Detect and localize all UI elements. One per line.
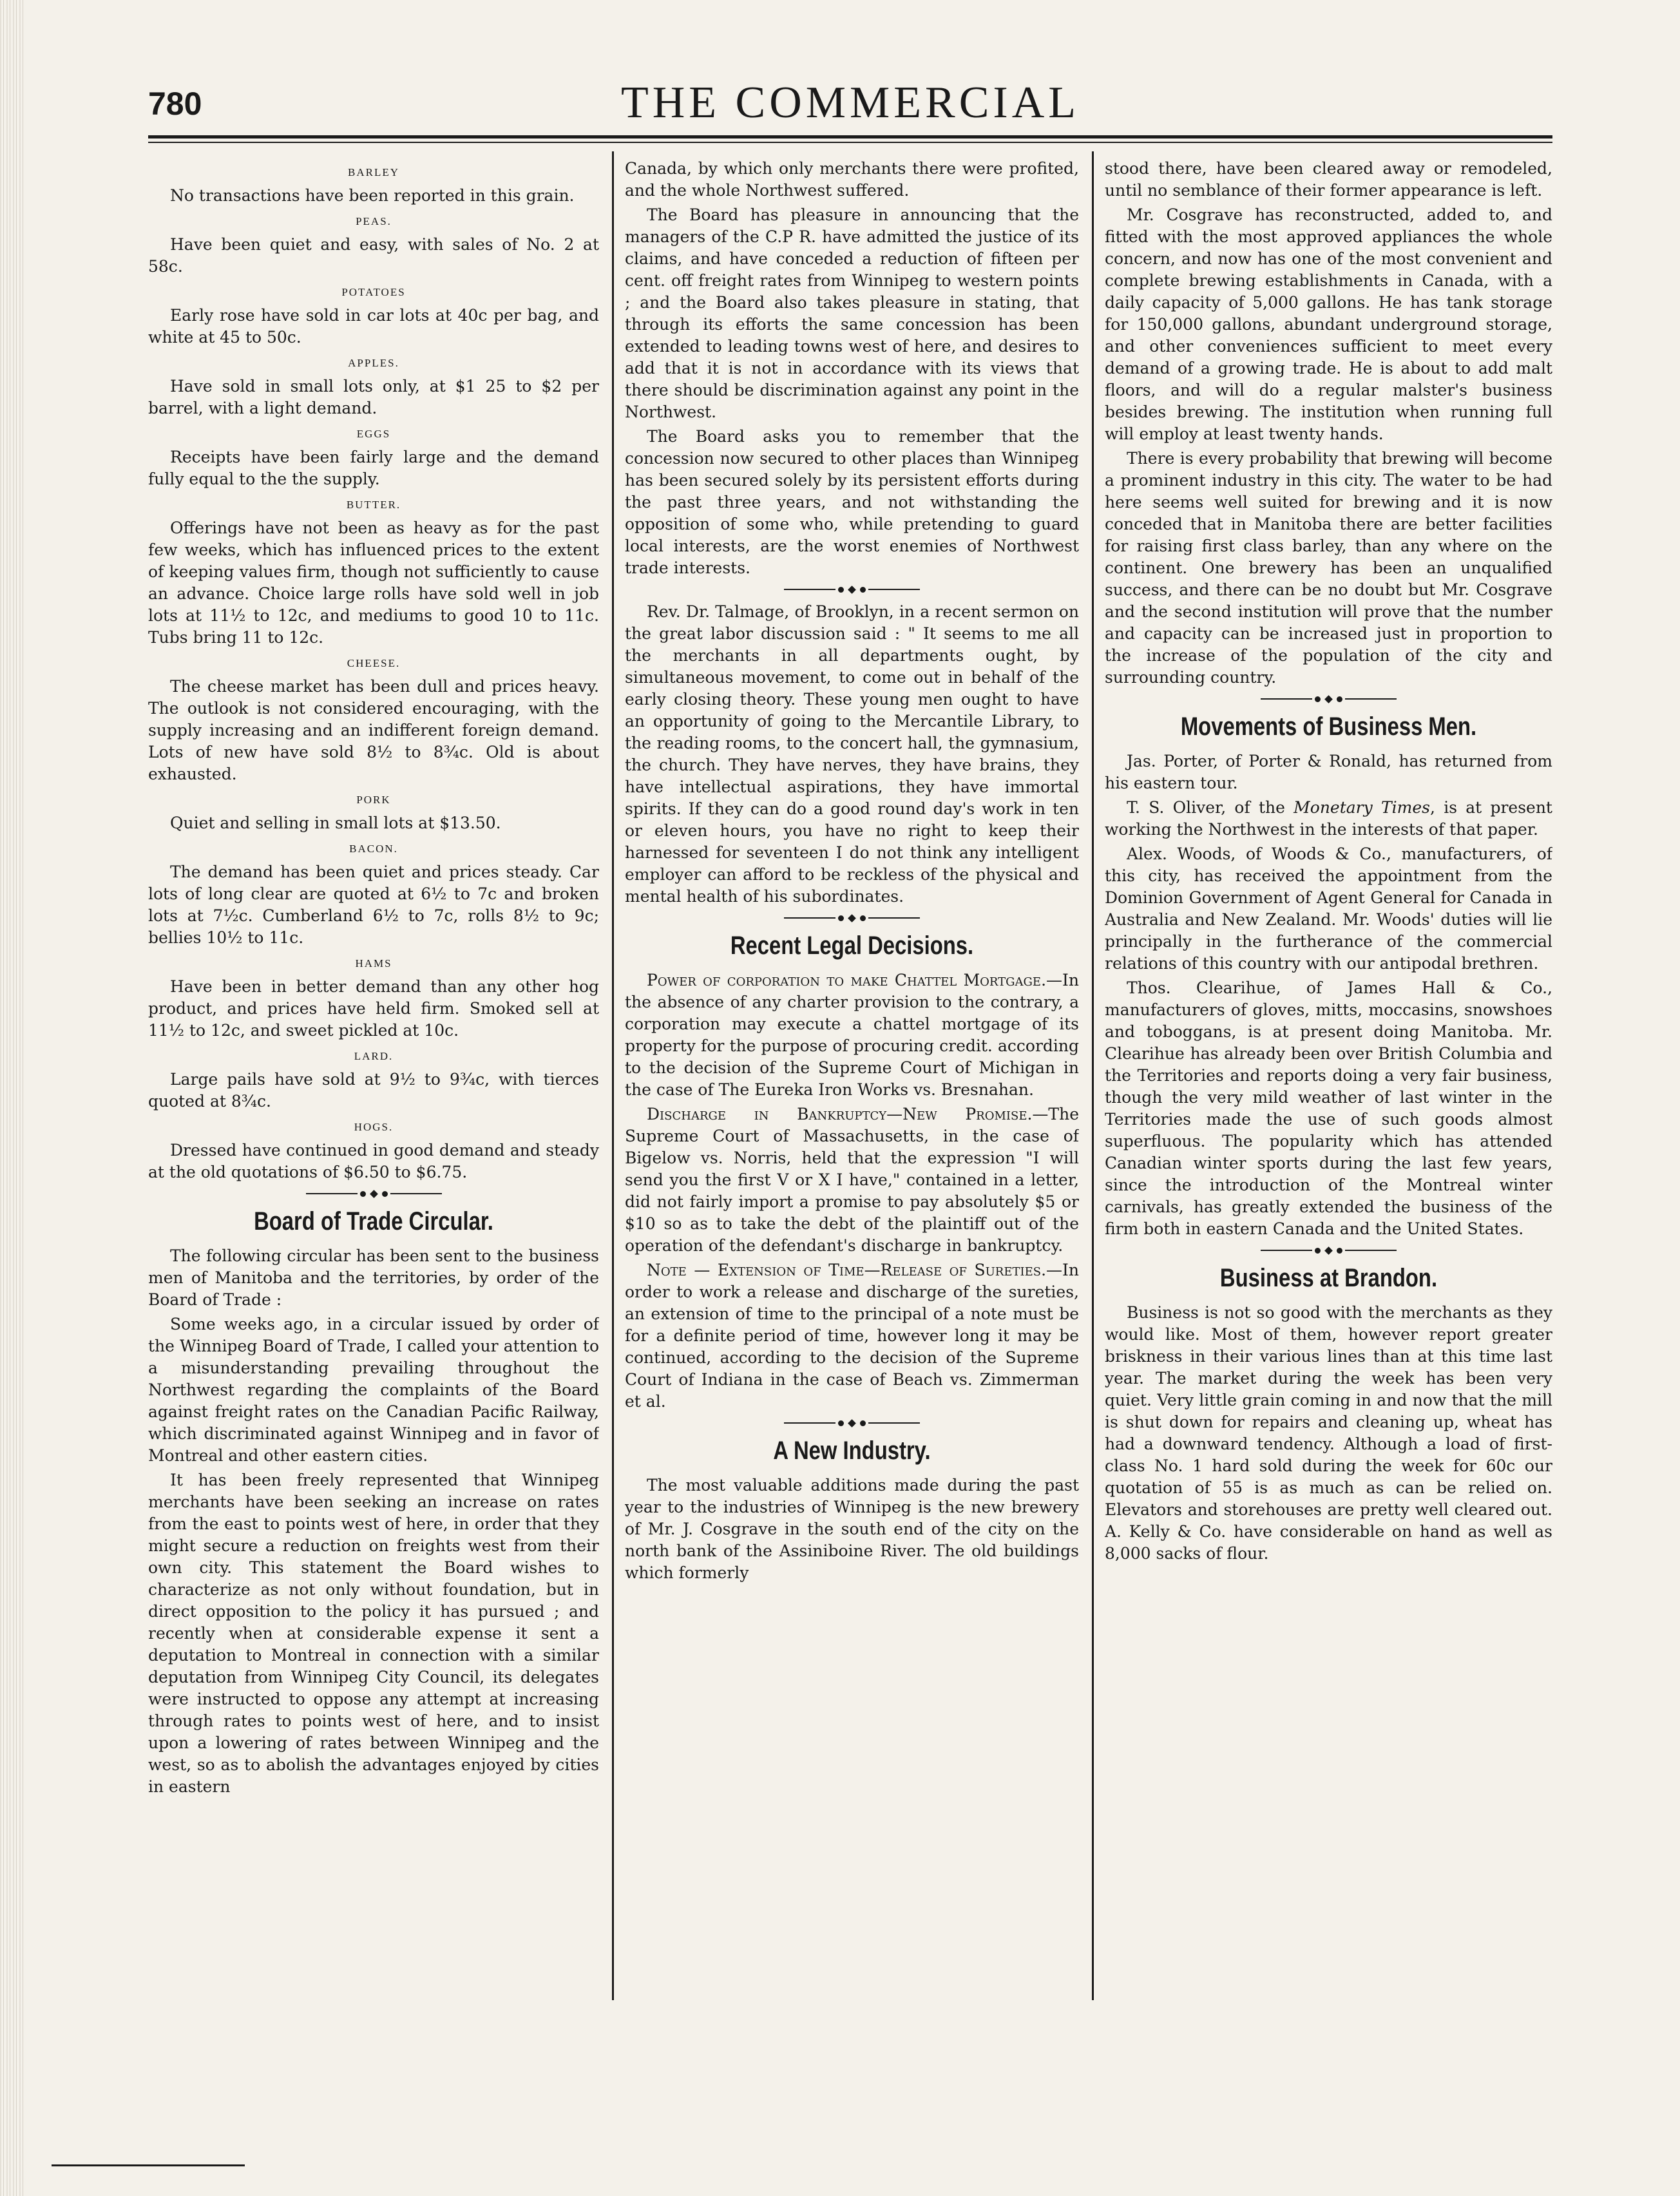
article-heading: Business at Brandon. [1219,1264,1438,1292]
article-paragraph: Canada, by which only merchants there were profited, and the whole Northwest suffered. [625,159,1079,200]
article-paragraph: Some weeks ago, in a circular issued by order of the Winnipeg Board of Trade, I called your attention to a misunderstanding prevailing throughout the Northwest regarding the complaints of the Board against freight rates on the Canadian Pacific Railway, which discriminated against Winnipeg and in favor of Montreal and other eastern cities. [148,1315,599,1465]
article-paragraph: Rev. Dr. Talmage, of Brooklyn, in a recent sermon on the great labor discussion said : " It seems to me all the merchants in all departments ought, by simultaneous movement, to come out in behalf of the early closing theory. These young men ought to have an opportunity of going to the Mercantile Library, to the reading rooms, to the concert hall, the gymnasium, the church. They have nerves, they have brains, they have intellectual aspirations, they have immortal spirits. If they can do a good round day's work in ten or eleven hours, you have no right to keep their harnessed for seventeen I do not think any intelligent employer can afford to be reckless of the physical and mental health of his subordinates. [625,602,1079,906]
article-heading: A New Industry. [773,1437,931,1465]
article-paragraph: It has been freely represented that Winnipeg merchants have been seeking an increase on rates from the east to points west of here, in order that they might secure a reduction on freights west from their own city. This statement the Board wishes to characterize as not only without foundation, but in direct opposition to the policy it has pursued ; and recently when at considerable expense it sent a deputation to Montreal in connection with a similar deputation from Winnipeg City Council, its delegates were instructed to oppose any attempt at increasing through rates to points west of here, and to insist upon a lowering of rates between Winnipeg and the west, so as to abolish the advantages enjoyed by cities in eastern [148,1471,599,1796]
bottom-rule [52,2164,245,2166]
section-divider [148,1190,599,1198]
market-subhead: HAMS [355,957,392,969]
market-paragraph: The demand has been quiet and prices steady. Car lots of long clear are quoted at 6½ to 7c and broken lots at 7½c. Cumberland 6½ to 7c, rolls 8½ to 9c; bellies 10½ to 11c. [148,863,599,947]
market-subhead: APPLES. [348,357,399,369]
page-number: 780 [148,86,202,122]
text-run: , is at present working the Northwest in the interests of that paper. [1105,798,1552,839]
case-text: —In the absence of any charter provision to the contrary, a corporation may execute a chattel mortgage of its property for the purpose of procuring credit. according to the decision of the Supreme Court of Michigan in the case of The Eureka Iron Works vs. Bresnahan. [625,971,1079,1099]
column-2 [625,158,1079,2000]
article-paragraph: The Board has pleasure in announcing that the managers of the C.P R. have admitted the justice of its claims, and have conceded a reduction of fifteen per cent. off freight rates from Winnipeg to western points ; and the Board also takes pleasure in stating, that through its efforts the same concession has been extended to leading towns west of here, and desires to add that it is not in accordance with its views that there should be discrimination against any point in the Northwest. [625,205,1079,421]
article-paragraph: There is every probability that brewing will become a prominent industry in this city. The water to be had here seems well suited for brewing and it is now conceded that in Manitoba there are better facilities for raising first class barley, than any where on the continent. One brewery has been an unqualified success, and there can be no doubt but Mr. Cosgrave and the second institution will prove that the number and capacity can be increased just in proportion to the increase of the population of the city and surrounding country. [1105,449,1552,687]
market-subhead: POTATOES [341,286,406,298]
article-paragraph [625,1259,1079,1413]
page-header [148,77,1552,135]
market-subhead: BUTTER. [346,499,401,511]
section-divider [625,914,1079,922]
case-lead: Discharge in Bankruptcy—New Promise. [647,1105,1033,1123]
header-rule [148,135,1552,138]
header-rule-thin [148,142,1552,143]
section-divider [625,586,1079,593]
article-paragraph: Jas. Porter, of Porter & Ronald, has returned from his eastern tour. [1105,752,1552,792]
article-heading: Recent Legal Decisions. [730,931,974,960]
text-run: T. S. Oliver, of the [1127,798,1285,817]
article-paragraph: Mr. Cosgrave has reconstructed, added to, and fitted with the most approved appliances the whole concern, and now has one of the most convenient and complete brewing establishments in Canada, with a daily capacity of 5,000 gallons. He has tank storage for 150,000 gallons, abundant underground storage, and other conveniences sufficient to meet every demand of a growing trade. He is about to add malt floors, and will do a regular malster's business besides brewing. The institution when running full will employ at least twenty hands. [1105,205,1552,443]
market-paragraph: Have been quiet and easy, with sales of No. 2 at 58c. [148,235,599,276]
masthead-title: THE COMMERCIAL [620,78,1080,128]
market-subhead: LARD. [354,1050,394,1062]
article-paragraph: Business is not so good with the merchants as they would like. Most of them, however report greater briskness in their various lines than at this time last year. The market during the week has been very quiet. Very little grain coming in and now that the mill is shut down for repairs and cleaning up, wheat has had a downward tendency. Although a load of first-class No. 1 hard sold during the week for 60c our quotation of 55 is as much as can be relied on. Elevators and storehouses are pretty well cleared out. A. Kelly & Co. have considerable on hand as well as 8,000 sacks of flour. [1105,1303,1552,1563]
market-paragraph: Receipts have been fairly large and the demand fully equal to the the supply. [148,448,599,488]
article-heading: Movements of Business Men. [1180,712,1477,741]
article-paragraph [1105,797,1552,841]
column-separator [612,151,614,2000]
market-paragraph: Have been in better demand than any other hog product, and prices have held firm. Smoked sell at 11½ to 12c, and sweet pickled at 10c. [148,977,599,1040]
market-subhead: EGGS [356,428,391,440]
article-paragraph: stood there, have been cleared away or remodeled, until no semblance of their former appearance is left. [1105,159,1552,200]
market-paragraph: No transactions have been reported in this grain. [170,186,575,205]
market-subhead: PEAS. [356,215,392,227]
market-paragraph: Quiet and selling in small lots at $13.50. [170,814,501,832]
case-lead: Power of corporation to make Chattel Mortgage. [647,971,1047,989]
market-paragraph: The cheese market has been dull and prices heavy. The outlook is not considered encouraging, with the supply increasing and an indifferent foreign demand. Lots of new have sold 8½ to 8¾c. Old is about exhausted. [148,677,599,783]
article-heading: Board of Trade Circular. [254,1207,493,1236]
case-text: —The Supreme Court of Massachusetts, in the case of Bigelow vs. Norris, held that the expression "I will send you the first V or X I have," contained in a letter, did not fairly import a promise to pay absolutely $5 or $10 so as to take the debt of the plaintiff out of the operation of the defendant's discharge in bankruptcy. [625,1105,1079,1255]
section-divider [1105,695,1552,703]
column-3 [1105,158,1552,2000]
column-1 [148,158,599,2000]
article-paragraph: The most valuable additions made during the past year to the industries of Winnipeg is the new brewery of Mr. J. Cosgrave in the south end of the city on the north bank of the Assiniboine River. The old buildings which formerly [625,1476,1079,1582]
article-paragraph: The following circular has been sent to the business men of Manitoba and the territories, by order of the Board of Trade : [148,1246,599,1309]
market-paragraph: Large pails have sold at 9½ to 9¾c, with tierces quoted at 8¾c. [148,1070,599,1111]
market-paragraph: Early rose have sold in car lots at 40c per bag, and white at 45 to 50c. [148,306,599,347]
case-text: —In order to work a release and discharge of the sureties, an extension of time to the principal of a note must be for a definite period of time, however long it may be continued, according to the decision of the Supreme Court of Indiana in the case of Beach vs. Zimmerman et al. [625,1261,1079,1411]
market-subhead: BACON. [349,843,398,855]
column-separator [1092,151,1094,2000]
article-paragraph: Alex. Woods, of Woods & Co., manufacturers, of this city, has received the appointment from the Dominion Government of Agent General for Canada in Australia and New Zealand. Mr. Woods' duties will lie principally in the furtherance of the commercial relations of this country with our antipodal brethren. [1105,845,1552,973]
article-paragraph: The Board asks you to remember that the concession now secured to other places than Winnipeg has been secured solely by its persistent efforts during the past three years, and not withstanding the opposition of some who, while pretending to guard local interests, are the worst enemies of Northwest trade interests. [625,427,1079,577]
article-paragraph [625,1103,1079,1257]
market-subhead: CHEESE. [347,657,401,669]
market-subhead: HOGS. [354,1121,394,1133]
case-lead: Note — Extension of Time—Release of Sureties. [647,1261,1047,1279]
article-paragraph: Thos. Clearihue, of James Hall & Co., manufacturers of gloves, mitts, moccasins, snowshoes and toboggans, is at present doing Manitoba. Mr. Clearihue has already been over British Columbia and the Territories and reports doing a very fair business, though the very mild weather of last winter in the Territories made the use of such goods almost superfluous. The popularity which has attended Canadian winter sports during the last few years, since the introduction of the Montreal winter carnivals, has greatly extended the business of the firm both in eastern Canada and the United States. [1105,979,1552,1238]
article-paragraph [625,969,1079,1101]
market-paragraph: Dressed have continued in good demand and steady at the old quotations of $6.50 to $6.75. [148,1141,599,1181]
section-divider [625,1419,1079,1427]
market-paragraph: Offerings have not been as heavy as for the past few weeks, which has influenced prices to the extent of keeping values firm, though not sufficiently to cause an advance. Choice large rolls have sold well in job lots at 11½ to 12c, and mediums to good 10 to 11c. Tubs bring 11 to 12c. [148,519,599,647]
binding-edge [0,0,23,2196]
market-subhead: PORK [356,794,391,806]
market-subhead: BARLEY [348,166,399,178]
market-paragraph: Have sold in small lots only, at $1 25 to $2 per barrel, with a light demand. [148,377,599,417]
publication-name: Monetary Times [1293,798,1430,817]
section-divider [1105,1246,1552,1254]
